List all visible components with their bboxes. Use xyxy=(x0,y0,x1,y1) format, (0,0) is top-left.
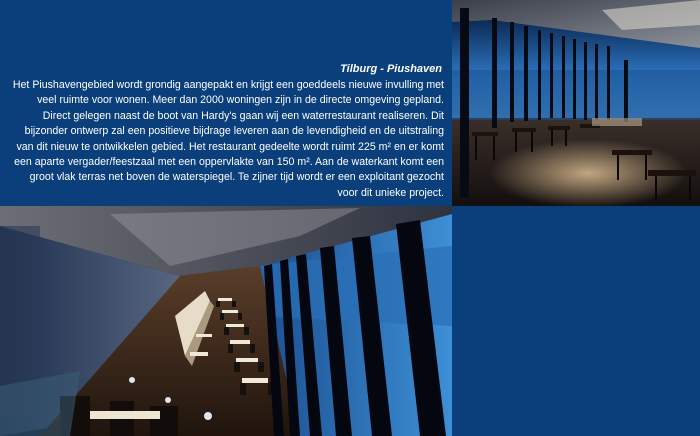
project-caption: Tilburg - Piushaven xyxy=(340,63,442,75)
restaurant-hall-render xyxy=(0,206,452,436)
text-panel xyxy=(0,0,452,206)
restaurant-interior-render xyxy=(452,0,700,206)
project-description: Het Piushavengebied wordt grondig aangepakt en krijgt een goeddeels nieuwe invulling met veel ruimte voor wonen. Meer dan 2000 woningen zijn in de directe omgeving gepland. Direct gelegen naast de boot van Hardy's gaan wij een waterrestaurant realiseren. Dit bijzonder ontwerp zal een positieve bijdrage leveren aan de levendigheid en de uitstraling van dit nieuw te ontwikkelen gebied. Het restaurant gedeelte wordt ruimt 225 m² en er komt een aparte vergader/feestzaal met een oppervlakte van 150 m². Aan de waterkant komt een groot vlak terras net boven de waterspiegel. Te zijner tijd wordt er een exploitant gezocht voor dit unieke project. xyxy=(12,79,444,199)
blank-panel xyxy=(452,206,700,436)
